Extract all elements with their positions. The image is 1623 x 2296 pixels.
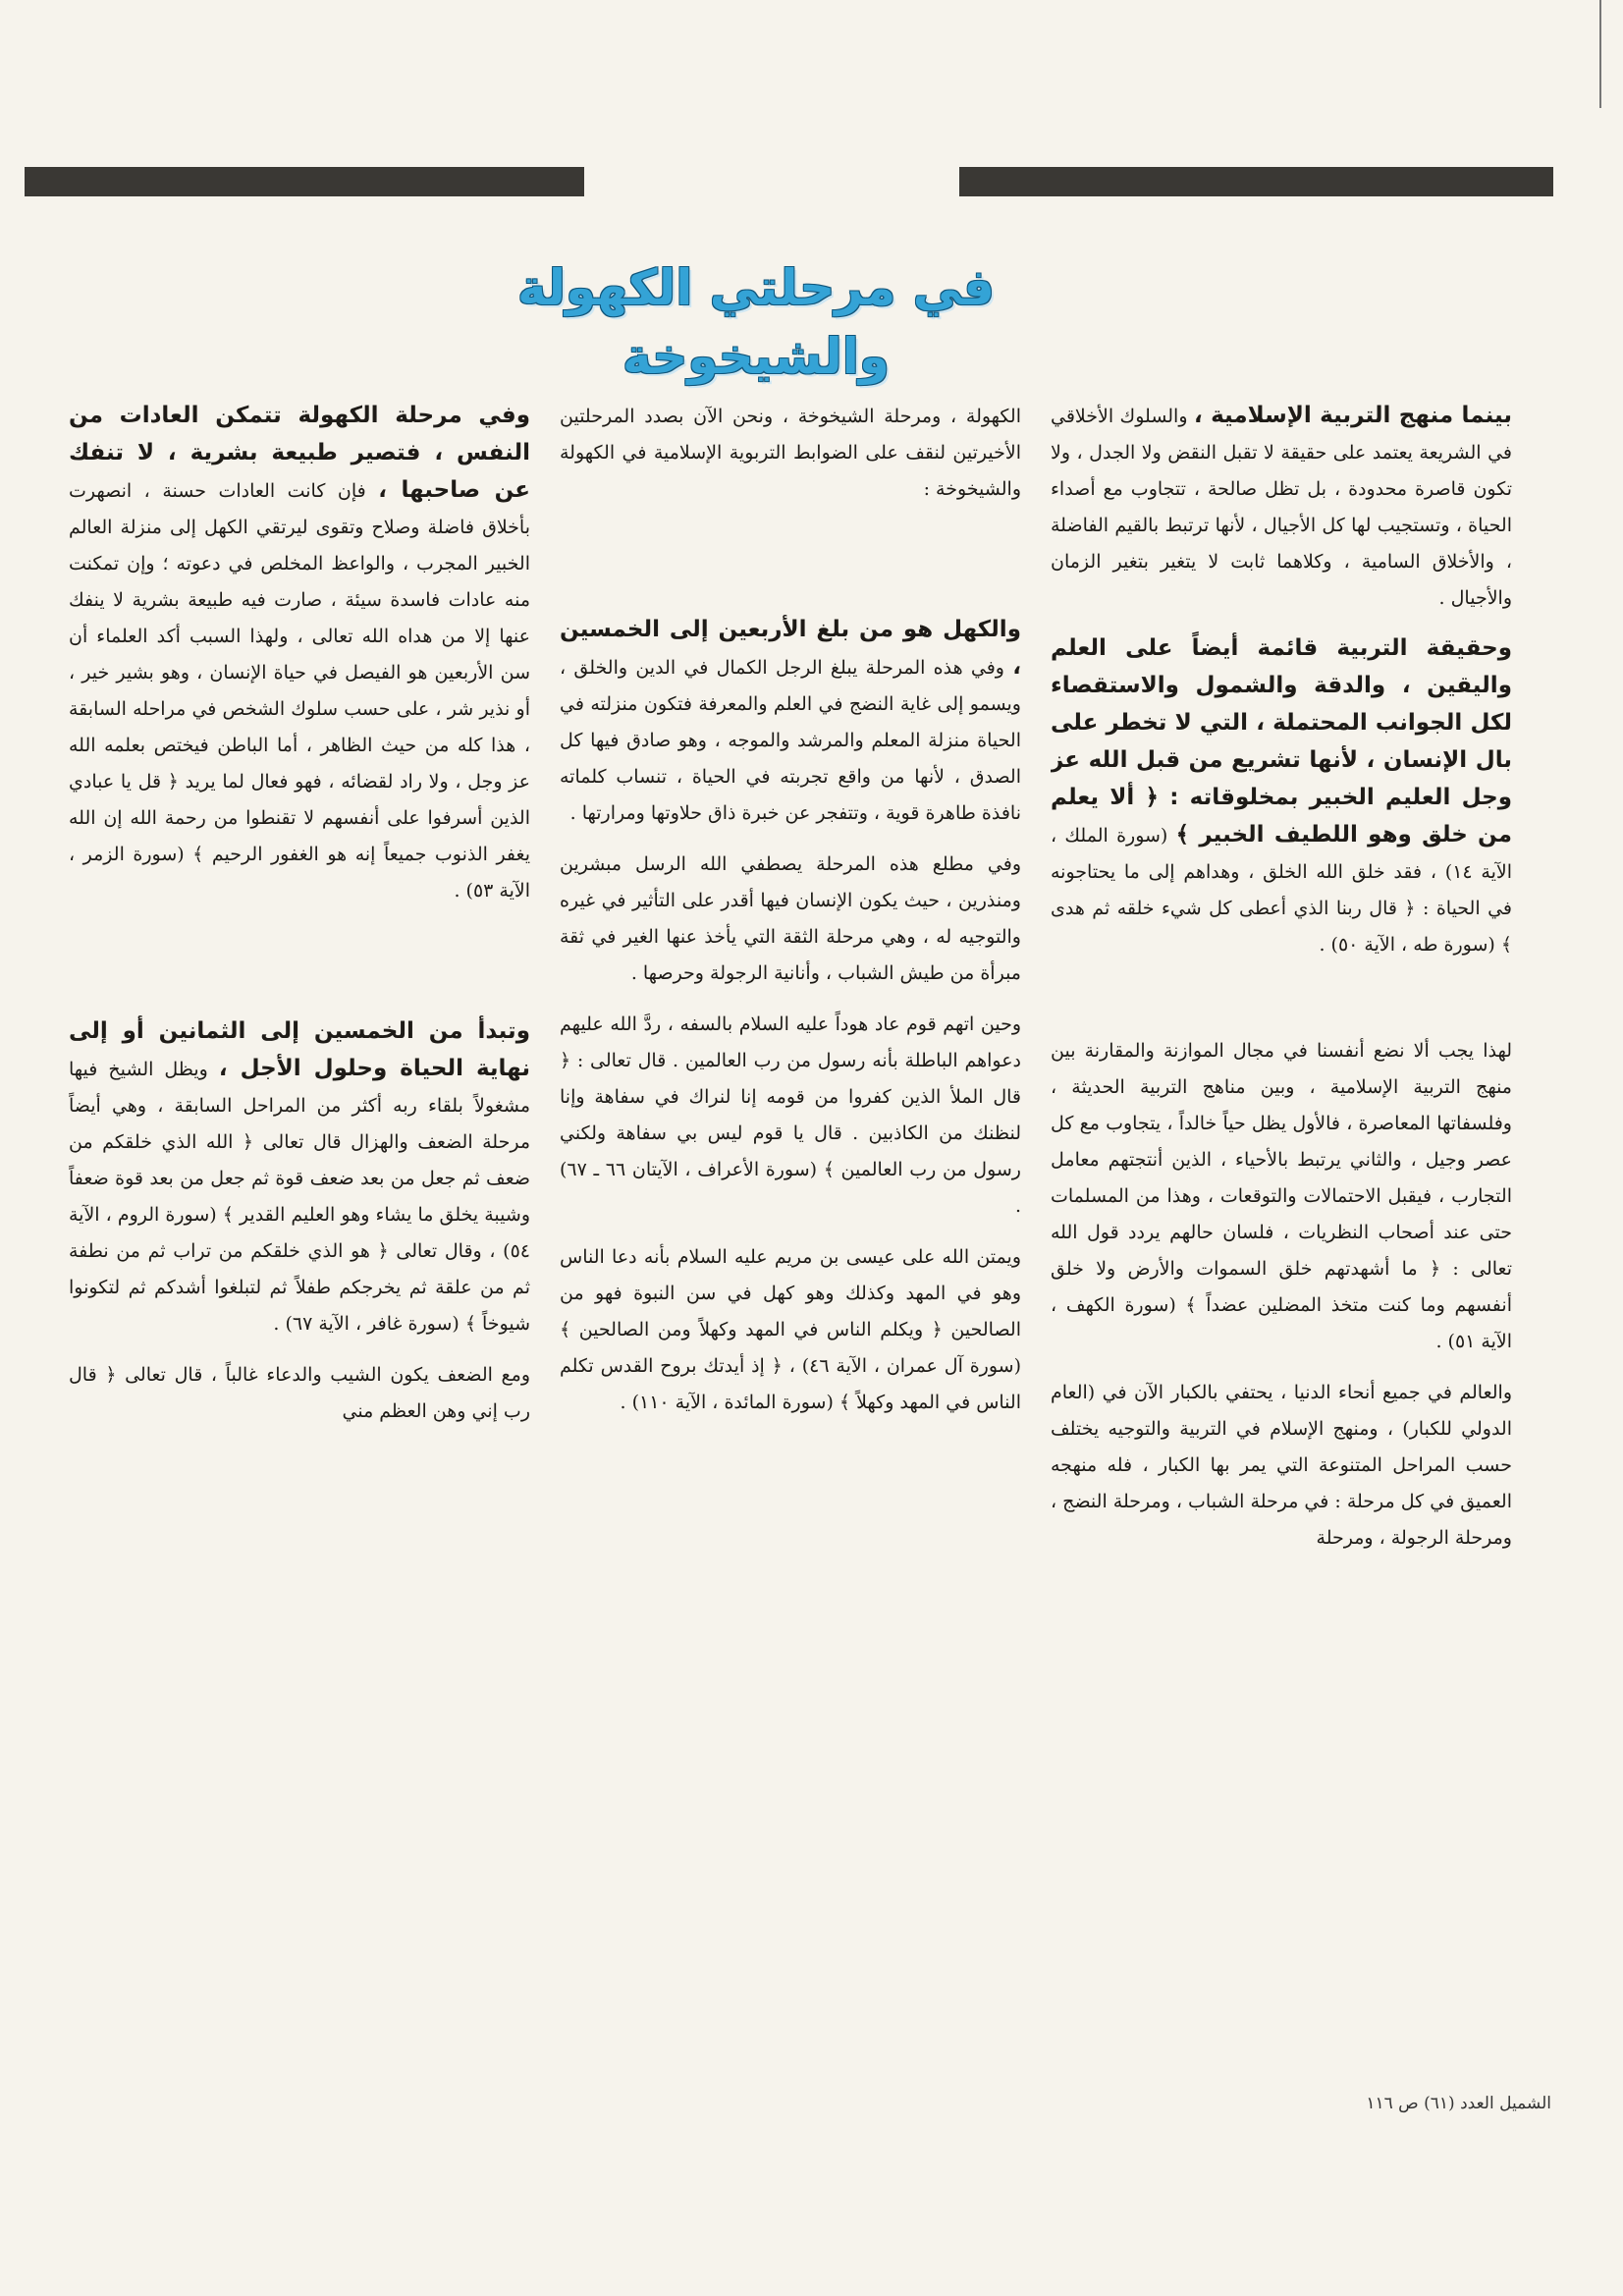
paragraph xyxy=(1051,1374,1512,1557)
paragraph xyxy=(69,1013,530,1342)
paragraph-gap xyxy=(560,521,1021,612)
paragraph xyxy=(1051,630,1512,963)
header-bar-right xyxy=(959,167,1553,196)
paragraph-text: لهذا يجب ألا نضع أنفسنا في مجال الموازنة والمقارنة بين منهج التربية الإسلامية ، وبين مناهج التربية الحديثة ، وفلسفاتها المعاصرة ، فالأول يظل حياً خالداً ، يتجاوب مع كل عصر وجيل ، والثاني يرتبط بالأحياء ، الذين أنتجتهم معامل التجارب ، فيقبل الاحتمالات والتوقعات ، وهذا من المسلمات حتى عند أصحاب النظريات ، فلسان حالهم يردد قول الله تعالى : ﴿ ما أشهدتهم خلق السموات والأرض ولا خلق أنفسهم وما كنت متخذ المضلين عضداً ﴾ (سورة الكهف ، الآية ٥١) . xyxy=(1051,1040,1512,1352)
paragraph xyxy=(560,398,1021,508)
paragraph-lead: وفي مرحلة الكهولة تتمكن العادات من النفس ، فتصير طبيعة بشرية ، لا تنفك عن صاحبها ، xyxy=(69,403,530,503)
paragraph xyxy=(560,846,1021,992)
paragraph-gap xyxy=(1051,977,1512,1032)
text-column-middle xyxy=(560,398,1021,2082)
page-footer: الشميل العدد (٦١) ص ١١٦ xyxy=(1366,2094,1551,2113)
paragraph-text: وحين اتهم قوم عاد هوداً عليه السلام بالسفه ، ردَّ الله عليهم دعواهم الباطلة بأنه رسول من رب العالمين . قال تعالى : ﴿ قال الملأ الذين كفروا من قومه إنا لنراك في سفاهة وإنا لنظنك من الكاذبين . قال يا قوم ليس بي سفاهة ولكني رسول من رب العالمين ﴾ (سورة الأعراف ، الآيتان ٦٦ ـ ٦٧) . xyxy=(560,1013,1021,1217)
paragraph xyxy=(560,612,1021,832)
paragraph xyxy=(1051,398,1512,617)
paragraph xyxy=(1051,1032,1512,1360)
paragraph xyxy=(69,1356,530,1430)
paragraph-text: وفي مطلع هذه المرحلة يصطفي الله الرسل مبشرين ومنذرين ، حيث يكون الإنسان فيها أقدر على التأثير في غيره والتوجيه له ، وهي مرحلة الثقة التي يأخذ عنها الغير في ثقة مبرأة من طيش الشباب ، وأنانية الرجولة وحرصها . xyxy=(560,853,1021,984)
page-spine-line xyxy=(1599,0,1601,108)
paragraph-text: ويمتن الله على عيسى بن مريم عليه السلام بأنه دعا الناس وهو في المهد وكذلك وهو كهل في سن النبوة فهو من الصالحين ﴿ ويكلم الناس في المهد وكهلاً ومن الصالحين ﴾ (سورة آل عمران ، الآية ٤٦) ، ﴿ إذ أيدتك بروح القدس تكلم الناس في المهد وكهلاً ﴾ (سورة المائدة ، الآية ١١٠) . xyxy=(560,1246,1021,1413)
text-column-right xyxy=(1051,398,1512,2082)
paragraph xyxy=(69,398,530,909)
paragraph-gap xyxy=(69,923,530,1013)
paragraph-text: والسلوك الأخلاقي في الشريعة يعتمد على حقيقة لا تقبل النقض ولا الجدل ، ولا تكون قاصرة محدودة ، بل تظل صالحة ، تتجاوب مع أصداء الحياة ، وتستجيب لها كل الأجيال ، لأنها ترتبط بالقيم الفاضلة ، والأخلاق السامية ، وكلاهما ثابت لا يتغير بتغير الزمان والأجيال . xyxy=(1051,406,1512,609)
paragraph-text: ويظل الشيخ فيها مشغولاً بلقاء ربه أكثر من المراحل السابقة ، وهي أيضاً مرحلة الضعف والهزال قال تعالى ﴿ الله الذي خلقكم من ضعف ثم جعل من بعد ضعف قوة ثم جعل من بعد قوة ضعفاً وشيبة يخلق ما يشاء وهو العليم القدير ﴾ (سورة الروم ، الآية ٥٤) ، وقال تعالى ﴿ هو الذي خلقكم من تراب ثم من نطفة ثم من علقة ثم يخرجكم طفلاً ثم لتبلغوا أشدكم ثم لتكونوا شيوخاً ﴾ (سورة غافر ، الآية ٦٧) . xyxy=(69,1059,530,1335)
paragraph-text: (سورة الملك ، الآية ١٤) ، فقد خلق الله الخلق ، وهداهم إلى ما يحتاجونه في الحياة : ﴿ قال ربنا الذي أعطى كل شيء خلقه ثم هدى ﴾ (سورة طه ، الآية ٥٠) . xyxy=(1051,825,1512,956)
header-bar-left xyxy=(25,167,584,196)
paragraph-text: فإن كانت العادات حسنة ، انصهرت بأخلاق فاضلة وصلاح وتقوى ليرتقي الكهل إلى منزلة العالم الخبير المجرب ، والواعظ المخلص في دعوته ؛ وإن تمكنت منه عادات فاسدة سيئة ، صارت فيه طبيعة بشرية لا ينفك عنها إلا من هداه الله تعالى ، ولهذا السبب أكد العلماء أن سن الأربعين هو الفيصل في حياة الإنسان ، وهو بشير خير ، أو نذير شر ، على حسب سلوك الشخص في مراحله السابقة ، هذا كله من حيث الظاهر ، أما الباطن فيختص بعلمه الله عز وجل ، ولا راد لقضائه ، فهو فعال لما يريد ﴿ قل يا عبادي الذين أسرفوا على أنفسهم لا تقنطوا من رحمة الله إن الله يغفر الذنوب جميعاً إنه هو الغفور الرحيم ﴾ (سورة الزمر ، الآية ٥٣) . xyxy=(69,480,530,902)
article-title: في مرحلتي الكهولة والشيخوخة xyxy=(516,259,996,385)
paragraph-lead: والكهل هو من بلغ الأربعين إلى الخمسين ، xyxy=(560,617,1021,680)
paragraph xyxy=(560,1006,1021,1225)
paragraph xyxy=(560,1238,1021,1421)
paragraph-lead: وتبدأ من الخمسين إلى الثمانين أو إلى نهاية الحياة وحلول الأجل ، xyxy=(69,1018,530,1081)
paragraph-text: الكهولة ، ومرحلة الشيخوخة ، ونحن الآن بصدد المرحلتين الأخيرتين لنقف على الضوابط التربوية الإسلامية في الكهولة والشيخوخة : xyxy=(560,406,1021,500)
paragraph-text: والعالم في جميع أنحاء الدنيا ، يحتفي بالكبار الآن في (العام الدولي للكبار) ، ومنهج الإسلام في التربية والتوجيه يختلف حسب المراحل المتنوعة التي يمر بها الكبار ، فله منهجه العميق في كل مرحلة : في مرحلة الشباب ، ومرحلة النضج ، ومرحلة الرجولة ، ومرحلة xyxy=(1051,1382,1512,1549)
paragraph-lead: وحقيقة التربية قائمة أيضاً على العلم واليقين ، والدقة والشمول والاستقصاء لكل الجوانب المحتملة ، التي لا تخطر على بال الإنسان ، لأنها تشريع من قبل الله عز وجل العليم الخبير بمخلوقاته : ﴿ ألا يعلم من خلق وهو اللطيف الخبير ﴾ xyxy=(1051,635,1512,847)
paragraph-text: وفي هذه المرحلة يبلغ الرجل الكمال في الدين والخلق ، ويسمو إلى غاية النضج في العلم والمعرفة فتكون منزلته في الحياة منزلة المعلم والمرشد والموجه ، وهو صادق فيها كل الصدق ، لأنها من واقع تجربته في الحياة ، تنساب كلماته نافذة طاهرة قوية ، وتتفجر عن خبرة ذاق حلاوتها ومرارتها . xyxy=(560,657,1021,824)
paragraph-lead: بينما منهج التربية الإسلامية ، xyxy=(1193,403,1512,428)
text-column-left xyxy=(69,398,530,2082)
paragraph-text: ومع الضعف يكون الشيب والدعاء غالباً ، قال تعالى ﴿ قال رب إني وهن العظم مني xyxy=(69,1364,530,1422)
